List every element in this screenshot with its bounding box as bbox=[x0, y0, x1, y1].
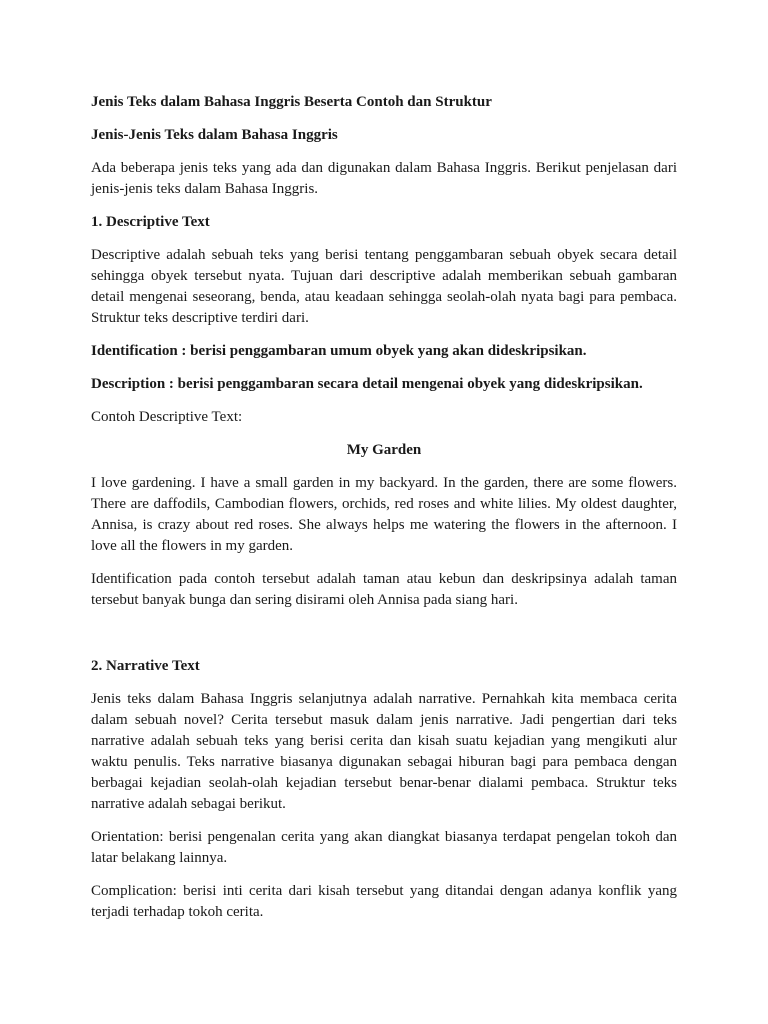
section-heading-descriptive: 1. Descriptive Text bbox=[91, 214, 210, 230]
analysis-paragraph: Identification pada contoh tersebut adalah taman atau kebun dan deskripsinya adalah taman tersebut banyak bunga dan sering disirami oleh Annisa pada siang hari. bbox=[91, 571, 677, 608]
document-subtitle: Jenis-Jenis Teks dalam Bahasa Inggris bbox=[91, 127, 338, 143]
orientation-paragraph: Orientation: berisi pengenalan cerita yang akan diangkat biasanya terdapat pengelan tokoh dan latar belakang lainnya. bbox=[91, 829, 677, 866]
paragraph-spacer bbox=[91, 623, 677, 656]
description-definition: Description : berisi penggambaran secara detail mengenai obyek yang dideskripsikan. bbox=[91, 376, 643, 392]
intro-paragraph: Ada beberapa jenis teks yang ada dan digunakan dalam Bahasa Inggris. Berikut penjelasan dari jenis-jenis teks dalam Bahasa Inggris. bbox=[91, 160, 677, 197]
narrative-paragraph: Jenis teks dalam Bahasa Inggris selanjutnya adalah narrative. Pernahkah kita membaca cerita dalam sebuah novel? Cerita tersebut masuk dalam jenis narrative. Jadi pengertian dari teks narrative adalah sebuah teks yang berisi cerita dan kisah suatu kejadian yang mengikuti alur waktu penulis. Teks narrative biasanya digunakan sebagai hiburan bagi para pembaca dengan berbagai kejadian seolah-olah kejadian tersebut benar-benar dialami pembaca. Struktur teks narrative adalah sebagai berikut. bbox=[91, 691, 677, 812]
document-title: Jenis Teks dalam Bahasa Inggris Beserta Contoh dan Struktur bbox=[91, 94, 492, 110]
example-title: My Garden bbox=[346, 442, 422, 458]
section-heading-narrative: 2. Narrative Text bbox=[91, 658, 200, 674]
document-content bbox=[91, 92, 677, 935]
identification-definition: Identification : berisi penggambaran umum obyek yang akan dideskripsikan. bbox=[91, 343, 587, 359]
descriptive-paragraph: Descriptive adalah sebuah teks yang berisi tentang penggambaran sebuah obyek secara detail sehingga obyek tersebut nyata. Tujuan dari descriptive adalah memberikan sebuah gambaran detail mengenai seseorang, benda, atau keadaan sehingga seolah-olah nyata bagi para pembaca. Struktur teks descriptive terdiri dari. bbox=[91, 247, 677, 326]
example-label: Contoh Descriptive Text: bbox=[91, 409, 243, 425]
complication-paragraph: Complication: berisi inti cerita dari kisah tersebut yang ditandai dengan adanya konflik yang terjadi terhadap tokoh cerita. bbox=[91, 883, 677, 920]
example-paragraph: I love gardening. I have a small garden in my backyard. In the garden, there are some flowers. There are daffodils, Cambodian flowers, orchids, red roses and white lilies. My oldest daughter, Annisa, is crazy about red roses. She always helps me watering the flowers in the afternoon. I love all the flowers in my garden. bbox=[91, 475, 677, 554]
